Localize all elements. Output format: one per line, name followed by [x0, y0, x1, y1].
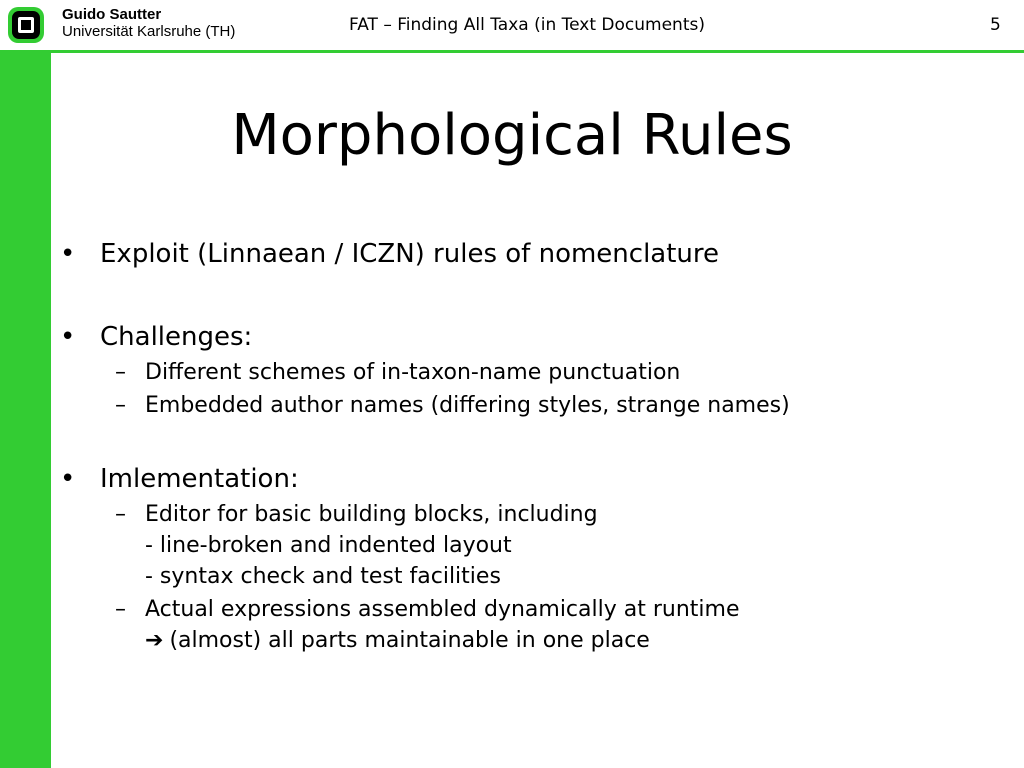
- sub-item-line: - syntax check and test facilities: [145, 564, 501, 589]
- arrow-right-icon: ➔: [145, 628, 164, 653]
- sub-item-line: [145, 625, 1000, 656]
- sub-item-line-text: (almost) all parts maintainable in one place: [169, 628, 650, 653]
- sub-item-line: Actual expressions assembled dynamically at runtime: [145, 597, 740, 622]
- bullet-item: [60, 461, 1000, 497]
- sub-item: [60, 499, 1000, 592]
- dash-icon: –: [115, 360, 126, 385]
- page-number: 5: [990, 15, 1001, 35]
- sub-item: [60, 594, 1000, 656]
- bullet-text: Exploit (Linnaean / ICZN) rules of nomenclature: [100, 239, 720, 269]
- author-name: Guido Sautter: [62, 6, 162, 23]
- author-block: [62, 6, 235, 41]
- bullet-item: [60, 236, 1000, 272]
- dash-icon: –: [115, 597, 126, 622]
- header-divider: [0, 50, 1024, 53]
- bullet-item: [60, 319, 1000, 355]
- sub-item-text: Embedded author names (differing styles, strange names): [145, 393, 790, 418]
- sub-item-line: - line-broken and indented layout: [145, 533, 512, 558]
- sub-item-line: Editor for basic building blocks, including: [145, 502, 598, 527]
- dash-icon: –: [115, 393, 126, 418]
- slide-title: Morphological Rules: [231, 103, 793, 168]
- dash-icon: –: [115, 502, 126, 527]
- author-institution: Universität Karlsruhe (TH): [62, 23, 236, 41]
- sub-item: [60, 357, 1000, 388]
- sub-item: [60, 390, 1000, 421]
- sub-item-text: Different schemes of in-taxon-name punctuation: [145, 360, 681, 385]
- bullet-icon: •: [60, 464, 76, 494]
- bullet-text: Challenges:: [100, 322, 253, 352]
- slide-content: [60, 236, 1000, 656]
- presentation-title: FAT – Finding All Taxa (in Text Documents): [349, 15, 705, 35]
- left-accent-bar: [0, 50, 51, 768]
- bullet-icon: •: [60, 322, 76, 352]
- bullet-text: Imlementation:: [100, 464, 299, 494]
- bullet-icon: •: [60, 239, 76, 269]
- university-logo-icon: [0, 0, 51, 50]
